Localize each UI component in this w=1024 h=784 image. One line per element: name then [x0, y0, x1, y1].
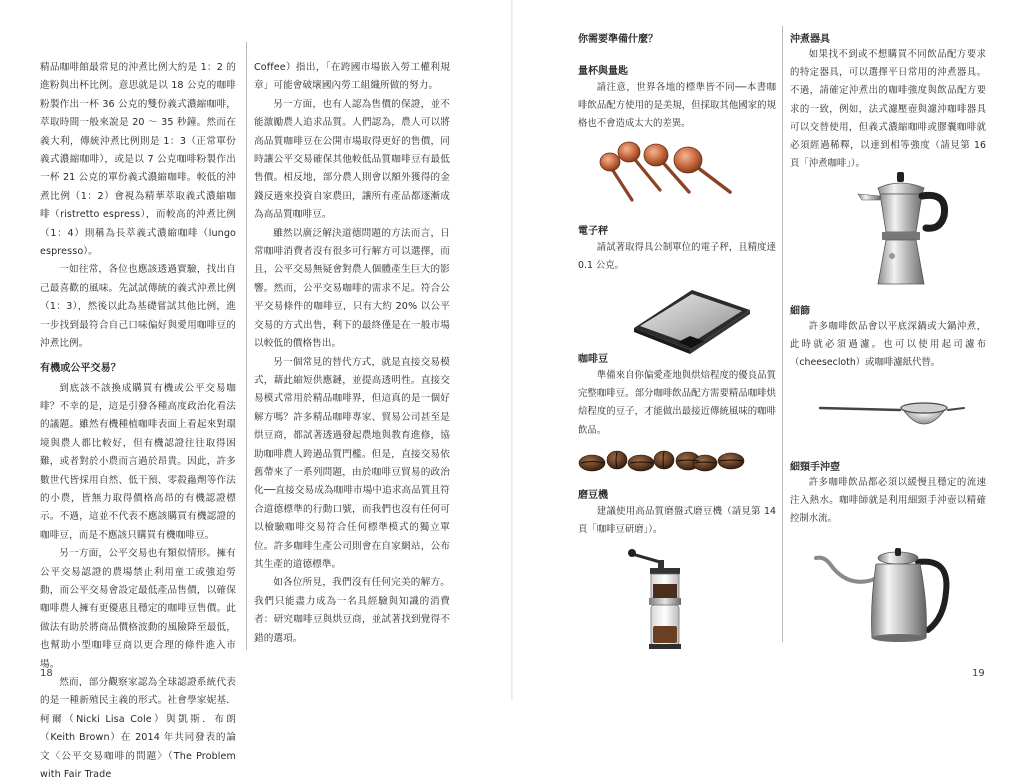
page-number-left: 18: [40, 668, 53, 679]
body-paragraph: 另一方面，公平交易也有類似情形。擁有公平交易認證的農場禁止利用童工或強迫勞動，而公平交易會設定最低產品售價，以確保咖啡農人擁有更優惠且穩定的咖啡豆售價。此做法有助於將商品價格波動的風險降至最低，也幫助小型咖啡豆商以更合理的條件進入市場。: [40, 548, 236, 670]
section-body-measuring: 請注意，世界各地的標準皆不同──本書咖啡飲品配方使用的是美規，但採取其他國家的規格也不會造成太大的差異。: [578, 82, 776, 130]
section-title-measuring: 量杯與量匙: [578, 66, 628, 77]
section-body-gooseneck-kettle: 許多咖啡飲品都必須以緩慢且穩定的流速注入熱水。咖啡師就是利用細頸手沖壺以精確控制水流。: [790, 477, 986, 525]
body-paragraph: Coffee）指出，「在跨國市場嵌入勞工權利規章」可能會破壞國內勞工組織所做的努力。: [254, 62, 450, 92]
coffee-grinder-illustration: [624, 546, 700, 650]
moka-pot-illustration: [852, 170, 958, 288]
main-section-title: 你需要準備什麼？: [578, 34, 658, 45]
section-heading: 有機或公平交易？: [40, 362, 121, 374]
body-paragraph: 精品咖啡館最常見的沖煮比例大約是 1：2 的進粉與出杯比例。意思就是以 18 公克的咖啡粉製作出一杯 36 公克的雙份義式濃縮咖啡，萃取時間一般來說是 20 ～ 35 秒鐘。然而在義大利，傳統沖煮比例則是 1：3（正常單份義式濃縮咖啡），或是以 7 公克咖啡粉製作出一杯 21 公克的單份義式濃縮咖啡。較低的沖煮比例（1：2）會視為精華萃取義式濃縮咖啡（ristretto espress），而較高的沖煮比例（1：4）則稱為長萃義式濃縮咖啡（lungo espresso）。: [40, 62, 236, 258]
body-paragraph: 如各位所見，我們沒有任何完美的解方。我們只能盡力成為一名具經驗與知識的消費者：研究咖啡豆與烘豆商，並試著找到覺得不錯的選項。: [254, 577, 450, 644]
fine-strainer-illustration: [818, 396, 968, 440]
section-body-strainer: 許多咖啡飲品會以平底深鍋或大鍋沖煮，此時就必須過濾。也可以使用起司濾布（cheesecloth）或咖啡濾紙代替。: [790, 321, 986, 369]
page-number-right: 19: [972, 668, 985, 679]
section-title-scale: 電子秤: [578, 226, 608, 237]
section-title-beans: 咖啡豆: [578, 354, 608, 365]
measuring-spoons-illustration: [596, 138, 736, 206]
right-column-divider: [782, 26, 783, 642]
body-paragraph: 然而，部分觀察家認為全球認證系統代表的是一種新殖民主義的形式。社會學家妮基．柯爾（Nicki Lisa Cole）與凱斯．布朗（Keith Brown）在 2014 年共同發表的論文〈公平交易咖啡的問題〉（The Problem with Fair Trade: [40, 677, 236, 781]
body-paragraph: 另一方面，也有人認為售價的保證，並不能激勵農人追求品質。人們認為，農人可以將高品質咖啡豆在公開市場取得更好的售價，同時讓公平交易確保其他較低品質咖啡豆有最低售價。相反地，部分農人則會以額外獲得的金錢反過來投資自家農田，讓所有產品都逐漸成為高品質咖啡豆。: [254, 98, 450, 221]
body-paragraph: 到底該不該換成購買有機或公平交易咖啡？不幸的是，這是引發各種高度政治化看法的議題。雖然有機種植咖啡表面上看起來對環境與農人都比較好，但有機認證往往取得困難，或者對於小農而言過於昂貴。因此，許多數世代皆採用自然、低干預、零殺蟲劑等作法的小農，皆無力取得價格高昂的有機認證標示。不過，這並不代表不應該購買有機認證的咖啡豆，而是不應該只購買有機咖啡豆。: [40, 382, 236, 541]
section-title-brewing-equipment: 沖煮器具: [790, 34, 830, 45]
section-title-grinder: 磨豆機: [578, 490, 608, 501]
column-divider: [246, 42, 247, 650]
body-paragraph: 另一個常見的替代方式，就是直接交易模式，藉此縮短供應鏈，並提高透明性。直接交易模式常用於精品咖啡界，但這真的是一個好解方嗎？許多精品咖啡專家、貿易公司甚至是烘豆商，都試著透過發起農地與教育進修，協助咖啡農人跨過品質門檻。但是，直接交易依舊帶來了一系列問題，由於咖啡豆貿易的政治化──直接交易成為咖啡市場中追求高品質且符合道德標準的行動口號，而我們也沒有任何可以檢驗咖啡交易符合任何標準模式的獨立單位。許多咖啡生產公司則會在自家網站，公布其生產的道德標準。: [254, 356, 450, 570]
section-title-strainer: 細篩: [790, 306, 810, 317]
body-paragraph: 一如往常，各位也應該透過實驗，找出自己最喜歡的風味。先試試傳統的義式沖煮比例（1：3），然後以此為基礎嘗試其他比例，進一步找到最符合自己口味偏好與愛用咖啡豆的沖煮比例。: [40, 264, 236, 350]
left-page-column-2: [254, 59, 450, 648]
gooseneck-kettle-illustration: [812, 540, 952, 646]
coffee-beans-illustration: [578, 446, 748, 476]
section-body-beans: 準備來自你偏愛產地與烘焙程度的優良品質完整咖啡豆。部分咖啡飲品配方需要精品咖啡烘焙程度的豆子，才能做出最接近傳統風味的咖啡飲品。: [578, 370, 776, 436]
section-body-grinder: 建議使用高品質磨盤式磨豆機（請見第 14 頁「咖啡豆研磨」）。: [578, 506, 776, 536]
digital-scale-illustration: [630, 286, 752, 354]
page-gutter: [511, 0, 513, 700]
section-body-brewing-equipment: 如果找不到或不想購買不同飲品配方要求的特定器具，可以選擇平日常用的沖煮器具。不過，請確定沖煮出的咖啡強度與飲品配方要求的一致，例如，法式濾壓壺與濾沖咖啡器具可以交替使用，但義式濃縮咖啡或膠囊咖啡就必須經過稀釋，以達到相等強度（請見第 16 頁「沖煮咖啡」）。: [790, 49, 986, 170]
left-page-column-1: [40, 59, 236, 784]
body-paragraph: 雖然以廣泛解決道德問題的方法而言，日常咖啡消費者沒有很多可行解方可以選擇，而且，公平交易無疑會對農人個體產生巨大的影響。然而，公平交易咖啡的需求不足。符合公平交易條件的咖啡豆，只有大約 20% 以公平交易的方式出售，剩下的最終僅是在一般市場以較低的價格售出。: [254, 227, 450, 350]
section-body-scale: 請試著取得具公制單位的電子秤，且精度達 0.1 公克。: [578, 242, 776, 272]
section-title-gooseneck-kettle: 細頸手沖壺: [790, 462, 840, 473]
